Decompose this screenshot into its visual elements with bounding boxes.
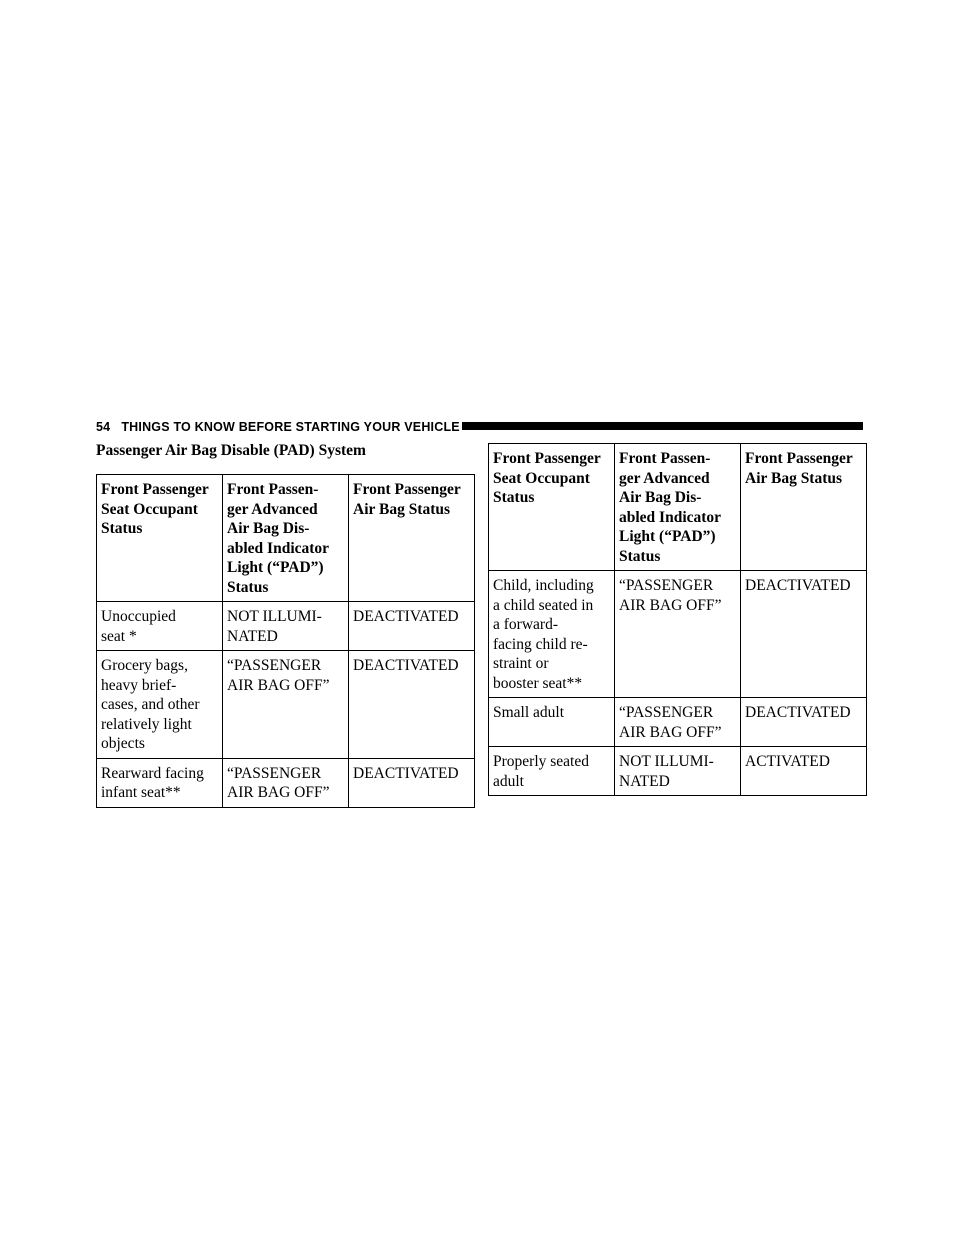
cell-indicator: “PASSENGER AIR BAG OFF”: [223, 651, 349, 759]
page-header: [96, 418, 863, 436]
table-header-row: [489, 444, 867, 571]
cell-air-bag: ACTIVATED: [741, 747, 867, 796]
header-occupant-status: Front Passenger Seat Occupant Status: [97, 475, 223, 602]
table-row: [97, 651, 475, 759]
page-number: 54: [96, 420, 111, 434]
cell-occupant: Unoccupied seat *: [97, 602, 223, 651]
header-text: [96, 418, 460, 436]
table-row: [97, 758, 475, 807]
table-row: [489, 747, 867, 796]
cell-indicator: “PASSENGER AIR BAG OFF”: [615, 698, 741, 747]
chapter-title: THINGS TO KNOW BEFORE STARTING YOUR VEHICLE: [121, 420, 460, 434]
cell-air-bag: DEACTIVATED: [741, 571, 867, 698]
header-occupant-status: Front Passenger Seat Occupant Status: [489, 444, 615, 571]
cell-indicator: “PASSENGER AIR BAG OFF”: [223, 758, 349, 807]
table-row: [489, 571, 867, 698]
header-air-bag-status: Front Passenger Air Bag Status: [349, 475, 475, 602]
table-row: [489, 698, 867, 747]
cell-indicator: NOT ILLUMI- NATED: [615, 747, 741, 796]
cell-occupant: Child, including a child seated in a forward- facing child re- straint or booster seat**: [489, 571, 615, 698]
cell-air-bag: DEACTIVATED: [349, 758, 475, 807]
table-row: [97, 602, 475, 651]
cell-occupant: Small adult: [489, 698, 615, 747]
cell-air-bag: DEACTIVATED: [741, 698, 867, 747]
cell-occupant: Properly seated adult: [489, 747, 615, 796]
header-indicator-light-status: Front Passen- ger Advanced Air Bag Dis- abled Indicator Light (“PAD”) Status: [223, 475, 349, 602]
pad-status-table-left: [96, 474, 475, 808]
cell-occupant: Rearward facing infant seat**: [97, 758, 223, 807]
header-indicator-light-status: Front Passen- ger Advanced Air Bag Dis- abled Indicator Light (“PAD”) Status: [615, 444, 741, 571]
table-header-row: [97, 475, 475, 602]
header-air-bag-status: Front Passenger Air Bag Status: [741, 444, 867, 571]
cell-air-bag: DEACTIVATED: [349, 602, 475, 651]
cell-air-bag: DEACTIVATED: [349, 651, 475, 759]
section-title: Passenger Air Bag Disable (PAD) System: [96, 442, 366, 459]
header-rule-bar: [462, 422, 863, 430]
cell-indicator: NOT ILLUMI- NATED: [223, 602, 349, 651]
cell-indicator: “PASSENGER AIR BAG OFF”: [615, 571, 741, 698]
cell-occupant: Grocery bags, heavy brief- cases, and other relatively light objects: [97, 651, 223, 759]
pad-status-table-right: [488, 443, 867, 796]
